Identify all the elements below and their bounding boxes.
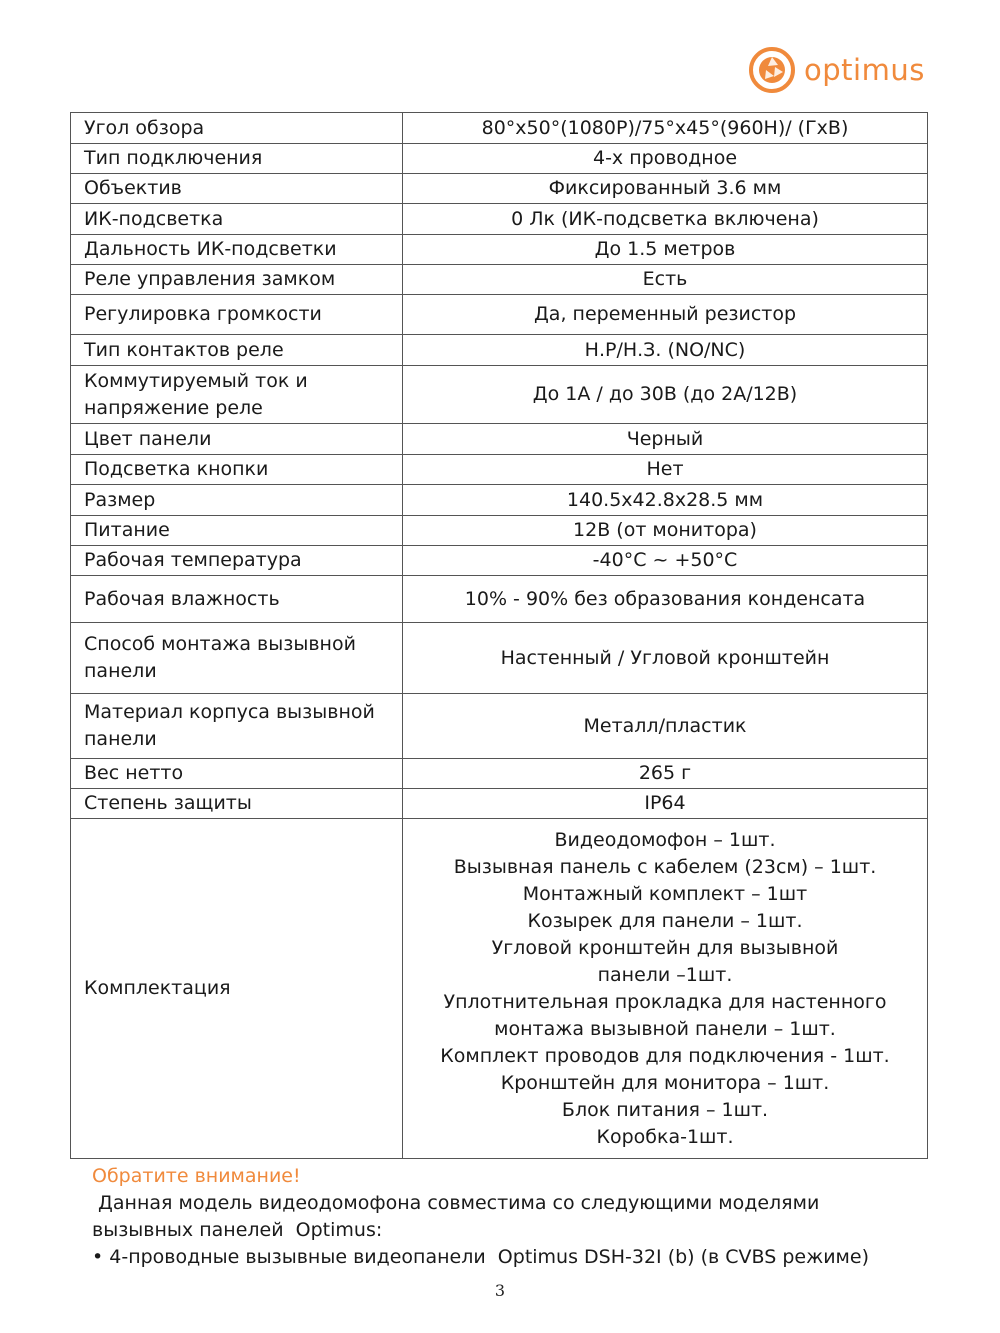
brand-logo — [748, 44, 938, 96]
spec-label: Способ монтажа вызывной панели — [71, 623, 403, 694]
note-bullet: • 4-проводные вызывные видеопанели Optimus DSH-32I (b) (в CVBS режиме) — [92, 1246, 869, 1268]
table-row — [71, 546, 928, 576]
spec-label: Вес нетто — [71, 759, 403, 789]
spec-label: Степень защиты — [71, 789, 403, 819]
spec-label: Цвет панели — [71, 424, 403, 455]
spec-value: Черный — [403, 424, 928, 455]
table-row — [71, 174, 928, 204]
spec-label: Рабочая температура — [71, 546, 403, 576]
note-title: Обратите внимание! — [92, 1165, 301, 1187]
spec-label: Дальность ИК-подсветки — [71, 235, 403, 265]
spec-label: ИК-подсветка — [71, 204, 403, 235]
spec-label: Регулировка громкости — [71, 295, 403, 335]
spec-value: Фиксированный 3.6 мм — [403, 174, 928, 204]
compatibility-note — [92, 1163, 952, 1271]
spec-value: IP64 — [403, 789, 928, 819]
spec-value: 80°x50°(1080P)/75°x45°(960H)/ (ГxВ) — [403, 113, 928, 144]
table-row — [71, 295, 928, 335]
spec-label: Тип подключения — [71, 144, 403, 174]
table-row — [71, 424, 928, 455]
spec-value: 4-х проводное — [403, 144, 928, 174]
spec-value: -40°C ~ +50°C — [403, 546, 928, 576]
spec-value: До 1А / до 30В (до 2А/12В) — [403, 366, 928, 424]
spec-label: Материал корпуса вызывной панели — [71, 694, 403, 759]
table-row — [71, 576, 928, 623]
spec-table — [70, 112, 928, 1159]
table-row — [71, 694, 928, 759]
spec-value: 10% - 90% без образования конденсата — [403, 576, 928, 623]
spec-label: Размер — [71, 485, 403, 516]
spec-label: Комплектация — [71, 819, 403, 1159]
spec-value: Н.Р/Н.З. (NO/NC) — [403, 335, 928, 366]
spec-label: Объектив — [71, 174, 403, 204]
spec-value: 12В (от монитора) — [403, 516, 928, 546]
spec-label: Рабочая влажность — [71, 576, 403, 623]
page-number: 3 — [494, 1281, 506, 1300]
spec-label: Питание — [71, 516, 403, 546]
table-row — [71, 265, 928, 295]
table-row — [71, 623, 928, 694]
table-row — [71, 366, 928, 424]
spec-label: Угол обзора — [71, 113, 403, 144]
spec-value: Настенный / Угловой кронштейн — [403, 623, 928, 694]
spec-label: Подсветка кнопки — [71, 455, 403, 485]
table-row — [71, 144, 928, 174]
table-row — [71, 759, 928, 789]
table-row — [71, 516, 928, 546]
table-row — [71, 113, 928, 144]
table-row — [71, 235, 928, 265]
table-row — [71, 789, 928, 819]
spec-value: Нет — [403, 455, 928, 485]
spec-label: Коммутируемый ток и напряжение реле — [71, 366, 403, 424]
spec-label: Реле управления замком — [71, 265, 403, 295]
table-row — [71, 455, 928, 485]
table-row — [71, 485, 928, 516]
note-text: Данная модель видеодомофона совместима со следующими моделями вызывных панелей Optimus: — [92, 1192, 826, 1241]
table-row — [71, 335, 928, 366]
spec-value: До 1.5 метров — [403, 235, 928, 265]
optimus-aperture-logo-icon — [748, 46, 796, 94]
spec-value: Да, переменный резистор — [403, 295, 928, 335]
spec-value: 265 г — [403, 759, 928, 789]
table-row — [71, 204, 928, 235]
spec-value: 0 Лк (ИК-подсветка включена) — [403, 204, 928, 235]
brand-name: optimus — [804, 53, 925, 87]
spec-value: Металл/пластик — [403, 694, 928, 759]
spec-label: Тип контактов реле — [71, 335, 403, 366]
table-row — [71, 819, 928, 1159]
spec-value: Есть — [403, 265, 928, 295]
spec-value: 140.5x42.8x28.5 мм — [403, 485, 928, 516]
spec-value: Видеодомофон – 1шт. Вызывная панель с кабелем (23см) – 1шт. Монтажный комплект – 1шт Козырек для панели – 1шт. Угловой кронштейн для вызывной панели –1шт. Уплотнительная прокладка для настенного монтажа вызывной панели – 1шт. Комплект проводов для подключения - 1шт. Кронштейн для монитора – 1шт. Блок питания – 1шт. Коробка-1шт. — [403, 819, 928, 1159]
